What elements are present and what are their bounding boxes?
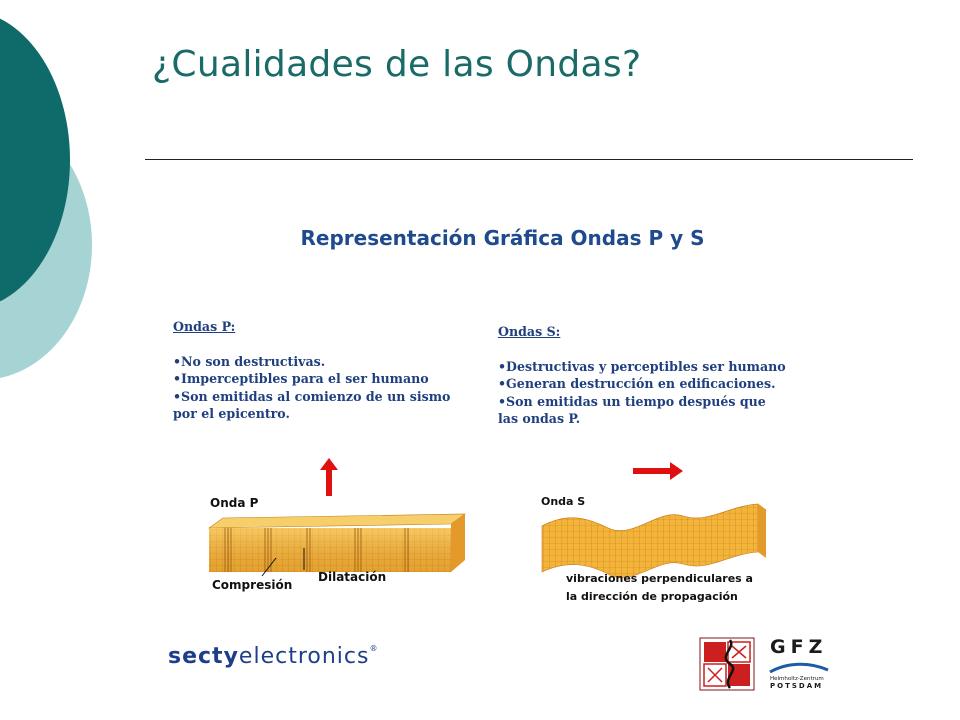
gfz-logo-text	[770, 636, 828, 690]
gfz-wordmark: GFZ	[770, 636, 828, 658]
logo-text-secty: secty	[168, 644, 239, 669]
logo-text-electronics: electronics	[238, 644, 370, 669]
diagram-title: Representación Gráfica Ondas P y S	[300, 226, 705, 250]
registered-mark: ®	[369, 644, 379, 653]
s-wave-label: Onda S	[541, 495, 586, 508]
s-wave-caption-line: vibraciones perpendiculares a	[566, 572, 753, 585]
p-waves-description	[173, 318, 473, 423]
s-waves-bullet: •Destructivas y perceptibles ser humano	[498, 358, 786, 374]
s-wave-illustration	[538, 502, 770, 576]
arrow-right-icon	[633, 462, 683, 480]
p-wave-label: Onda P	[210, 496, 259, 510]
title-divider	[145, 159, 913, 160]
s-waves-bullet: las ondas P.	[498, 411, 581, 426]
secty-electronics-logo	[168, 644, 378, 669]
s-waves-bullet: •Son emitidas un tiempo después que	[498, 393, 766, 409]
p-waves-bullet: por el epicentro.	[173, 406, 290, 421]
slide-title: ¿Cualidades de las Ondas?	[152, 44, 642, 85]
s-waves-description	[498, 323, 818, 428]
p-wave-illustration	[205, 512, 467, 574]
s-wave-caption-line: la dirección de propagación	[566, 590, 738, 603]
s-waves-heading: Ondas S:	[498, 324, 561, 339]
arrow-up-icon	[320, 458, 338, 496]
s-waves-bullet: •Generan destrucción en edificaciones.	[498, 376, 776, 391]
p-wave-leader-lines	[262, 546, 312, 580]
p-waves-heading: Ondas P:	[173, 319, 236, 334]
gfz-swoosh-icon	[770, 660, 830, 674]
p-waves-bullet: •Imperceptibles para el ser humano	[173, 371, 429, 386]
dilatation-label: Dilatación	[318, 570, 387, 584]
p-waves-bullet: •Son emitidas al comienzo de un sismo	[173, 388, 451, 404]
gfz-emblem-icon	[700, 638, 754, 690]
gfz-location: POTSDAM	[770, 682, 824, 690]
gfz-subtitle: Helmholtz-Zentrum	[770, 676, 824, 682]
compression-label: Compresión	[212, 578, 293, 592]
p-waves-bullet: •No son destructivas.	[173, 353, 326, 369]
